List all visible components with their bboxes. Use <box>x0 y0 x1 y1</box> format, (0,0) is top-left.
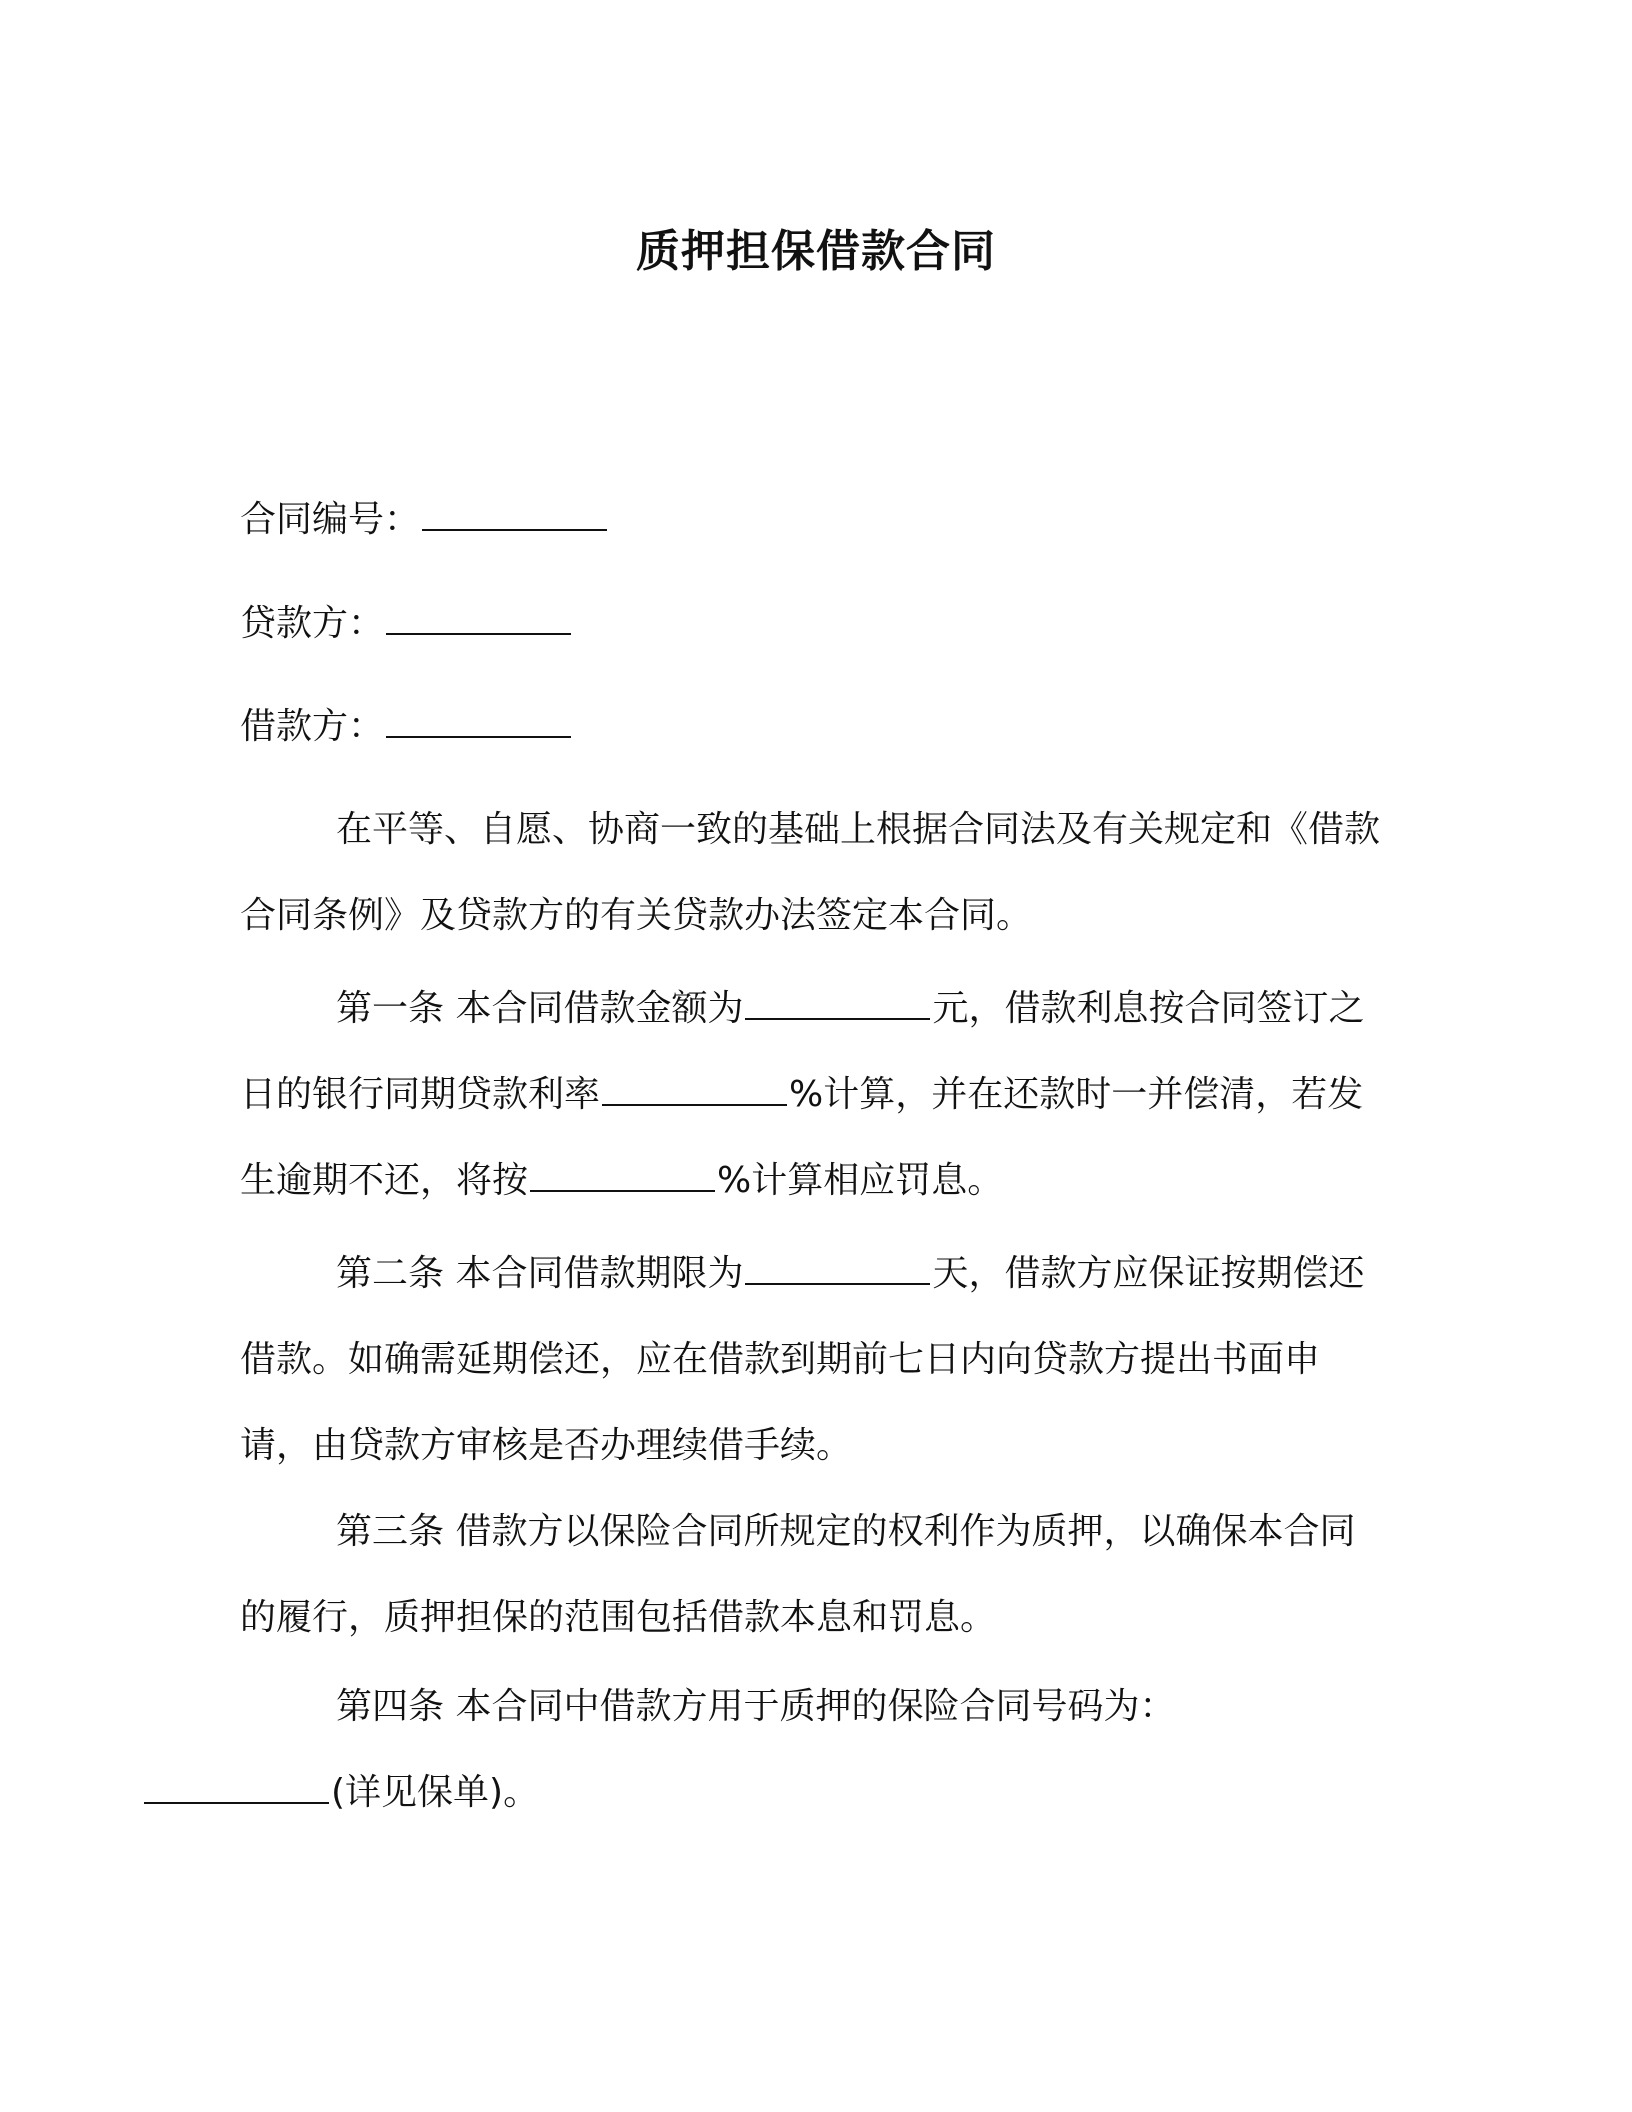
article-2-part-2: 天，借款方应保证按期偿还借款。如确需延期偿还，应在借款到期前七日内向贷款方提出书面申请，由贷款方审核是否办理续借手续。 <box>240 1253 1365 1466</box>
lender-blank <box>386 603 571 635</box>
preamble-paragraph: 在平等、自愿、协商一致的基础上根据合同法及有关规定和《借款合同条例》及贷款方的有关贷款办法签定本合同。 <box>240 809 1381 936</box>
article-1-part-2: 元，借款利息按合同签订之日的银行同期贷款利率 <box>240 988 1365 1115</box>
lender-field <box>240 581 1390 667</box>
article-4-part-1: 第四条 本合同中借款方用于质押的保险合同号码为： <box>336 1686 1176 1727</box>
interest-rate-blank <box>602 1074 787 1106</box>
article-4-paragraph <box>240 1664 1390 1836</box>
borrower-label: 借款方： <box>240 706 385 747</box>
contract-number-label: 合同编号： <box>240 499 421 540</box>
contract-number-blank <box>422 499 607 531</box>
lender-label: 贷款方： <box>240 603 385 644</box>
article-4-part-2: (详见保单)。 <box>331 1772 540 1813</box>
contract-number-field <box>240 477 1390 563</box>
article-2-paragraph <box>240 1231 1390 1489</box>
article-1-paragraph <box>240 966 1390 1224</box>
loan-amount-blank <box>745 988 930 1020</box>
policy-number-blank <box>144 1772 329 1804</box>
article-1-part-1: 第一条 本合同借款金额为 <box>336 988 744 1029</box>
borrower-blank <box>386 706 571 738</box>
article-2-part-1: 第二条 本合同借款期限为 <box>336 1253 744 1294</box>
article-1-part-4: %计算相应罚息。 <box>717 1160 1004 1201</box>
penalty-rate-blank <box>530 1160 715 1192</box>
loan-term-blank <box>745 1253 930 1285</box>
document-title: 质押担保借款合同 <box>636 226 996 277</box>
article-1-part-3: %计算，并在还款时一并偿清，若发生逾期不还，将按 <box>240 1074 1364 1201</box>
article-3-paragraph: 第三条 借款方以保险合同所规定的权利作为质押，以确保本合同的履行，质押担保的范围包括借款本息和罚息。 <box>240 1511 1356 1638</box>
borrower-field <box>240 684 1390 770</box>
